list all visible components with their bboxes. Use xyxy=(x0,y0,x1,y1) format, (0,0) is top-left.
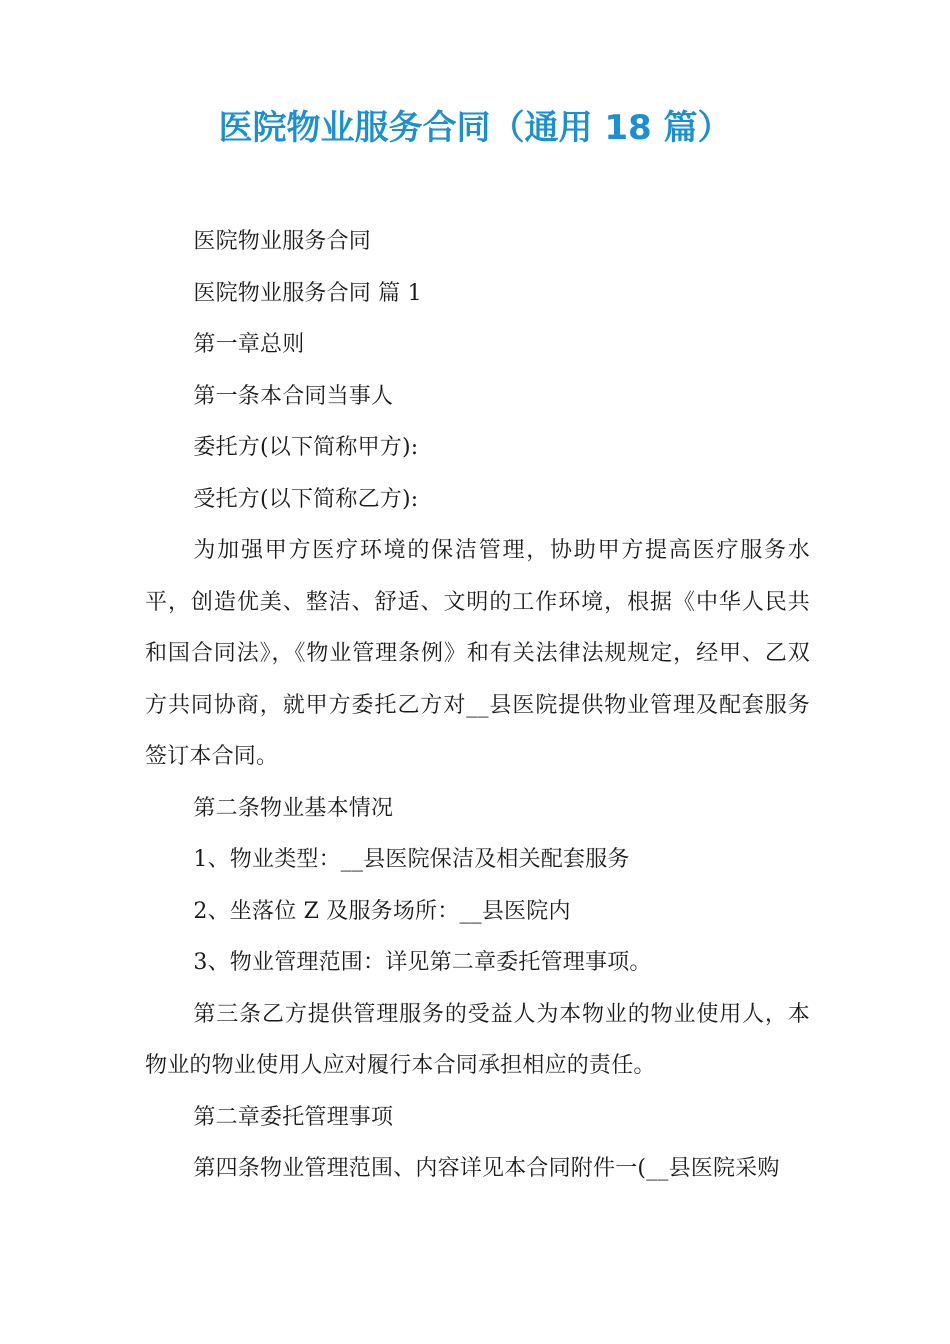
document-title: 医院物业服务合同（通用 18 篇） xyxy=(218,108,732,148)
paragraph: 医院物业服务合同 篇 1 xyxy=(193,280,422,306)
paragraph: 第三条乙方提供管理服务的受益人为本物业的物业使用人，本物业的物业使用人应对履行本合同承担相应的责任。 xyxy=(145,1001,810,1078)
paragraph: 医院物业服务合同 xyxy=(193,229,371,254)
paragraph: 受托方(以下简称乙方): xyxy=(193,486,419,512)
list-item: 3、物业管理范围：详见第二章委托管理事项。 xyxy=(193,950,652,975)
list-item: 1、物业类型：__县医院保洁及相关配套服务 xyxy=(193,847,630,872)
article-heading: 第一条本合同当事人 xyxy=(193,383,394,409)
paragraph: 委托方(以下简称甲方): xyxy=(193,435,419,460)
paragraph: 为加强甲方医疗环境的保洁管理，协助甲方提高医疗服务水平，创造优美、整洁、舒适、文明的工作环境，根据《中华人民共和国合同法》，《物业管理条例》和有关法律法规规定，经甲、乙双方共同协商，就甲方委托乙方对__县医院提供物业管理及配套服务签订本合同。 xyxy=(145,538,810,769)
article-heading: 第二条物业基本情况 xyxy=(193,795,394,821)
document-body xyxy=(145,216,810,1195)
paragraph: 第四条物业管理范围、内容详见本合同附件一(__县医院采购 xyxy=(193,1156,780,1181)
list-item: 2、坐落位 Z 及服务场所：__县医院内 xyxy=(193,898,571,924)
chapter-heading: 第二章委托管理事项 xyxy=(193,1104,394,1130)
chapter-heading: 第一章总则 xyxy=(193,332,305,357)
